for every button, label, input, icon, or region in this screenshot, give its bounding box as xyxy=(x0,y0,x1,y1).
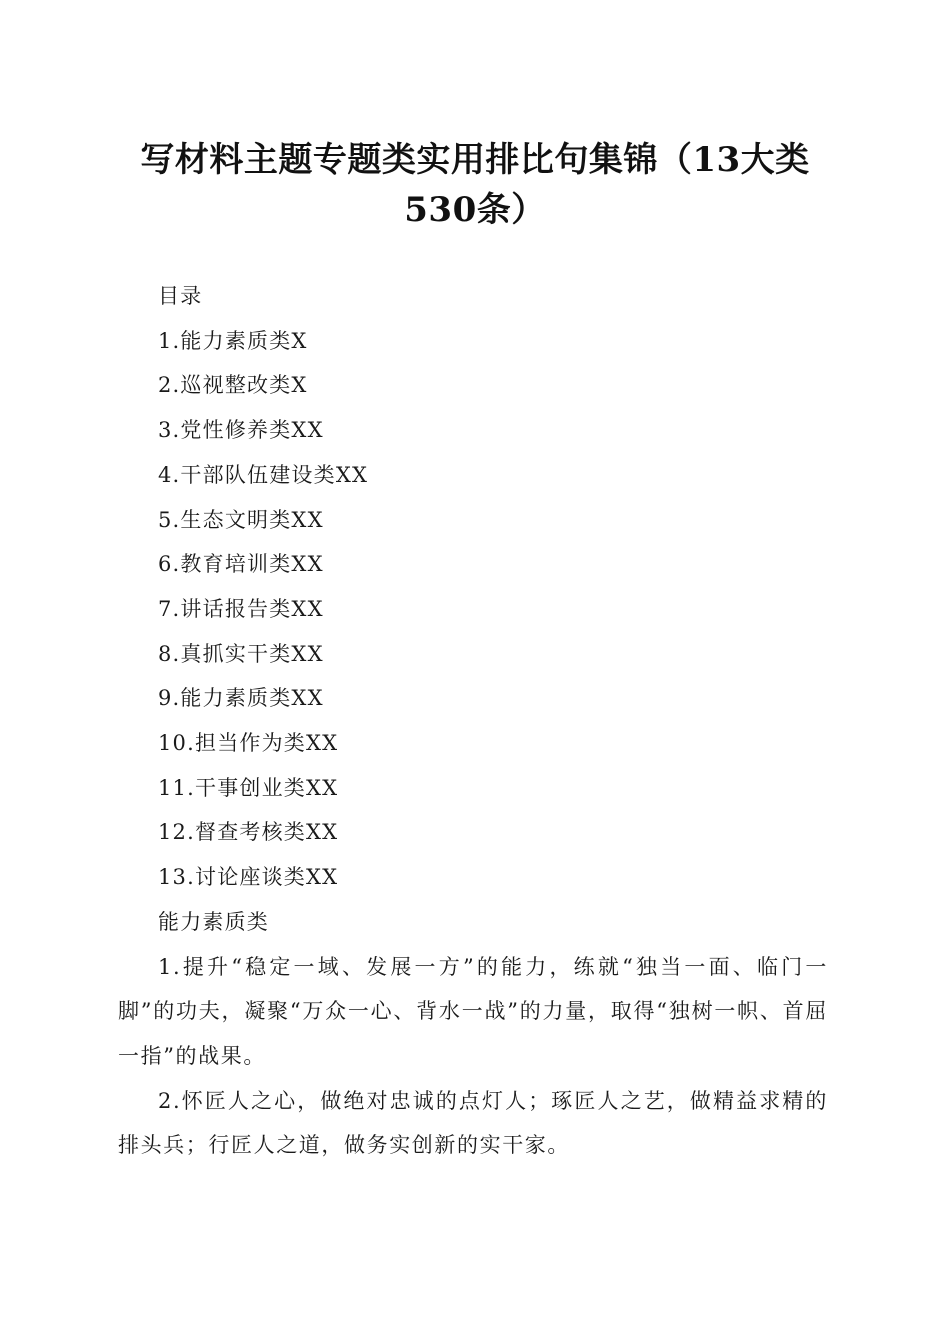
toc-item: 8.真抓实干类XX xyxy=(158,641,324,666)
toc-item: 4.干部队伍建设类XX xyxy=(158,462,369,487)
title-line-2: 530条） xyxy=(404,190,546,230)
toc-item: 1.能力素质类X xyxy=(158,328,308,353)
document-title xyxy=(118,135,832,235)
toc-item: 10.担当作为类XX xyxy=(158,731,339,756)
toc-item: 13.讨论座谈类XX xyxy=(158,865,339,890)
toc-item: 12.督查考核类XX xyxy=(158,820,339,845)
title-line-1: 写材料主题专题类实用排比句集锦（13大类 xyxy=(140,140,810,180)
toc-item: 2.巡视整改类X xyxy=(158,373,308,398)
toc-heading: 目录 xyxy=(158,284,203,308)
toc-item: 6.教育培训类XX xyxy=(158,552,324,577)
toc-item: 9.能力素质类XX xyxy=(158,686,324,711)
body-paragraph-2: 2.怀匠人之心，做绝对忠诚的点灯人；琢匠人之艺，做精益求精的排头兵；行匠人之道，做务实创新的实干家。 xyxy=(118,1088,828,1158)
toc-item: 5.生态文明类XX xyxy=(158,507,324,532)
document-body xyxy=(118,274,828,1168)
toc-item: 11.干事创业类XX xyxy=(158,775,339,800)
body-paragraph-1: 1.提升“稳定一域、发展一方”的能力，练就“独当一面、临门一脚”的功夫，凝聚“万众一心、背水一战”的力量，取得“独树一帜、首屈一指”的战果。 xyxy=(118,954,828,1068)
section-heading: 能力素质类 xyxy=(158,909,269,934)
toc-item: 7.讲话报告类XX xyxy=(158,596,324,621)
toc-item: 3.党性修养类XX xyxy=(158,418,324,443)
